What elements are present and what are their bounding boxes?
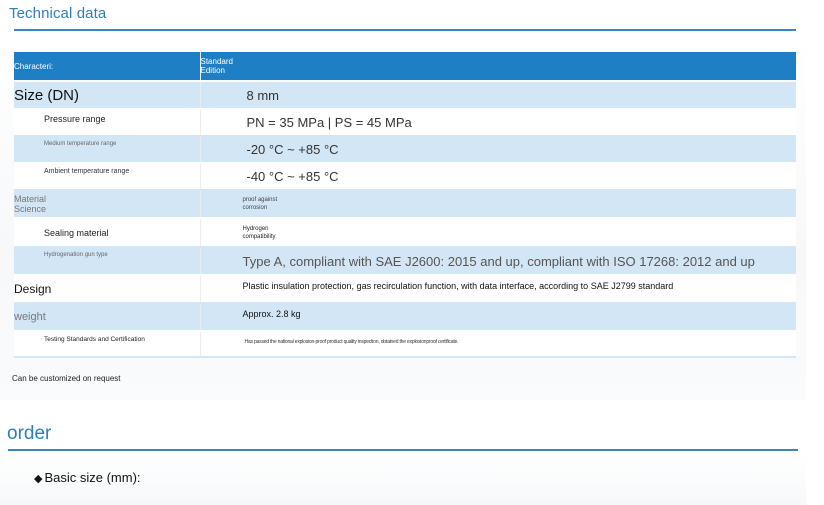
row-value: 8 mm	[200, 81, 796, 109]
table-row	[14, 247, 796, 275]
diamond-bullet-icon: ◆	[34, 473, 43, 485]
row-label: Hydrogenation gun type	[14, 247, 200, 275]
row-value: Hydrogen compatibility	[200, 218, 796, 247]
table-row	[14, 275, 796, 303]
row-value: -40 °C ~ +85 °C	[200, 163, 796, 190]
row-label: Material Science	[14, 190, 200, 218]
basic-size-label: Basic size (mm):	[44, 470, 141, 485]
row-label: weight	[14, 303, 200, 331]
row-label: Medium temperature range	[14, 136, 200, 163]
row-label: Sealing material	[14, 218, 200, 247]
header-standard-edition: Standard Edition	[200, 52, 796, 81]
table-row	[14, 81, 796, 109]
section-divider	[14, 29, 796, 31]
table-row	[14, 190, 796, 218]
table-row	[14, 218, 796, 247]
basic-size-heading	[34, 470, 141, 485]
row-value: Approx. 2.8 kg	[200, 303, 796, 331]
customization-note: Can be customized on request	[12, 374, 121, 383]
row-value: -20 °C ~ +85 °C	[200, 136, 796, 163]
row-label: Design	[14, 275, 200, 303]
section-title-order: order	[7, 423, 52, 444]
row-value: Plastic insulation protection, gas recirculation function, with data interface, according to SAE J2799 standard	[200, 275, 796, 303]
row-label: Testing Standards and Certification	[14, 331, 200, 357]
row-label: Size (DN)	[14, 81, 200, 109]
table-header-row	[14, 52, 796, 81]
table-row	[14, 109, 796, 136]
row-value: Has passed the national explosion-proof product quality inspection, obtained the explosionproof certificate.	[200, 331, 796, 357]
table-row	[14, 331, 796, 357]
table-row	[14, 303, 796, 331]
row-label: Ambient temperature range	[14, 163, 200, 190]
row-label: Pressure range	[14, 109, 200, 136]
table-row	[14, 136, 796, 163]
section-divider	[8, 449, 798, 451]
table-row	[14, 163, 796, 190]
row-value: Type A, compliant with SAE J2600: 2015 and up, compliant with ISO 17268: 2012 and up	[200, 247, 796, 275]
header-characteristic: Characteri:	[14, 52, 200, 81]
row-value: PN = 35 MPa | PS = 45 MPa	[200, 109, 796, 136]
row-value: proof against corrosion	[200, 190, 796, 218]
technical-data-table	[14, 52, 796, 358]
section-title-technical-data: Technical data	[9, 5, 107, 22]
